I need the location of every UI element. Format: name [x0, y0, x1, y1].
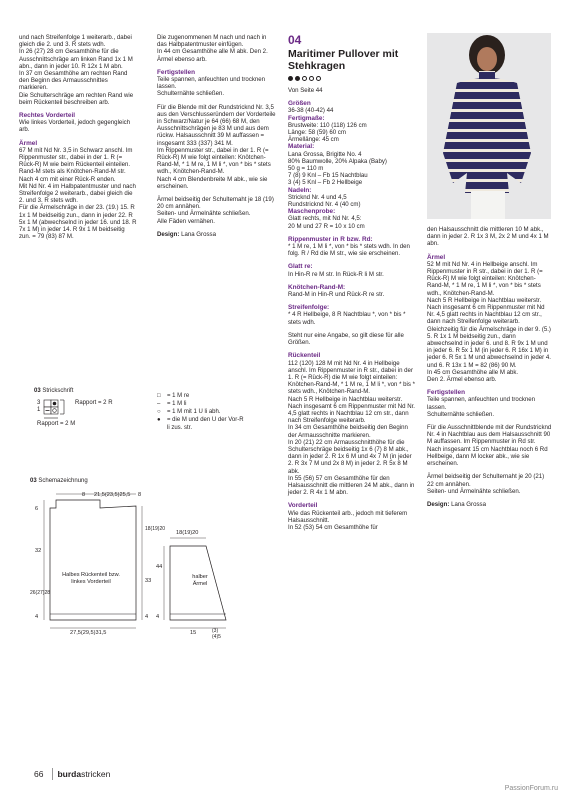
body-piece-label: Halbes Rückenteil bzw. linkes Vorderteil	[62, 572, 120, 585]
dimension-label: 27,5(29,5)31,5	[70, 630, 107, 636]
legend-item	[157, 408, 247, 416]
stitch-chart-title	[34, 388, 73, 394]
section-heading: Ärmel	[427, 253, 446, 261]
difficulty-dot	[316, 76, 321, 81]
paragraph: 52 M mit Nd Nr. 4 in Hellbeige anschl. Im Rippenmuster in R str., dabei in der 1. R (= Rück-R) M wie folgt einteilen: Knötchen-Rand-M, * 1 M re, 1 M li *, von * bis * stets wdh., Knötchen-Rand-M. Nach 5 R Hellbeige in Nachtblau weiterstr. Nach insgesamt 6 cm Rippenmuster mit Nd Nr. 4,5 glatt rechts in Nachtblau 12 cm str., dann nach Streifenfolge weiterarb. Gleichzeitig für die Ärmelschräge in der 9. (5.) 5. R 1x 1 M beidseitig zun., dann abwechselnd in jeder 6. und 8. R 9x 1 M und in jeder 6. R 5x 1 M (in jeder 6. R 16x 1 M) in jeder 6. R 5x 1 M und abwechselnd in jeder 4. und 6. R 13x 1 M = 82 (86) 90 M. In 45 cm Gesamthöhe alle M abk. Den 2. Ärmel ebenso arb.	[427, 260, 551, 384]
watermark: PassionForum.ru	[504, 785, 558, 792]
chart-number: 03	[34, 388, 41, 394]
paragraph: Ärmel beidseitig der Schultemaht je 18 (19) 20 cm annähen. Seiten- und Ärmelnähte schließen. Alle Fäden vernähen.	[157, 196, 274, 225]
paragraph: Teile spannen, anfeuchten und trocknen lassen. Schulternähte schließen.	[427, 396, 536, 418]
legend-item	[157, 400, 247, 408]
section-heading: Knötchen-Rand-M:	[288, 283, 346, 291]
paragraph: und nach Streifenfolge 1 weiterarb., dabei gleich die 2. und 3. R stets wdh. In 26 (27) 28 cm Gesamthöhe für die Ausschnittschräge am linken Rand 1x 1 M abn., dann in jeder 10. R 12x 1 M abn. In 37 cm Gesamthöhe am rechten Rand den Beginn des Armausschnittes markieren. Die Schulterschräge am rechten Rand wie beim Rückenteil beschreiben arb.	[19, 34, 134, 106]
paragraph: * 1 M re, 1 M li *, von * bis * stets wdh. In den folg. R / Rd die M str., wie sie erscheinen.	[288, 243, 410, 258]
legend-item	[157, 416, 247, 432]
brand-rest: stricken	[81, 769, 111, 779]
schematic-label: Schemazeichnung	[38, 478, 88, 484]
paragraph: * 4 R Hellbeige, 8 R Nachtblau *, von * bis * stets wdh.	[288, 311, 406, 326]
column-3	[288, 34, 416, 537]
legend-symbol: □	[157, 393, 161, 399]
chart-label: Strickschrift	[42, 388, 74, 394]
paragraph: Lana Grossa, Brigitte No. 4 80% Baumwolle, 20% Alpaka (Baby) 50 g = 110 m 7 (8) 9 Knl – Fb 15 Nachtblau 3 (4) 5 Knl – Fb 2 Hellbeige	[288, 150, 387, 187]
from-page: Von Seite 44	[288, 87, 323, 94]
legend-text: = 1 M re	[167, 393, 190, 399]
difficulty-dot	[288, 76, 293, 81]
dimension-label: (3)(4)5	[212, 628, 221, 640]
column-4	[427, 226, 552, 514]
dimension-label: 18(19)20	[145, 526, 166, 532]
model-photo	[427, 33, 551, 219]
section-heading: Rechtes Vorderteil	[19, 112, 75, 120]
paragraph: 112 (120) 128 M mit Nd Nr. 4 in Hellbeige anschl. Im Rippenmuster in R str., dabei in der 1. R (= Rück-R) die M wie folgt einteilen: Knötchen-Rand-M, * 1 M re, 1 M li *, von * bis * stets wdh., Knötchen-Rand-M. Nach 5 R Hellbeige in Nachtblau weiterstr. Nach insgesamt 6 cm Rippenmuster mit Nd Nr. 4,5 glatt rechts in Nachtblau 12 cm str., dann nach Streifenfolge weiterarb. In 34 cm Gesamthöhe beidseitig den Beginn der Armausschnitte markieren. In 20 (21) 22 cm Armausschnitthöhe für die Schulterschräge beidseitig 1x 6 (7) 8 M abk., dann in jeder 2. R 1x 6 M und 4x 7 M (in jeder 2. R 3x 7 M und 2x 8 M) in jeder 2. R 5x 8 M abk. In 55 (56) 57 cm Gesamthöhe für den Halsausschnitt die mittleren 24 M abk., dann in jeder 2. R 4x 1 M abn.	[288, 359, 416, 497]
legend-text: = 1 M li	[167, 401, 187, 407]
paragraph: Glatt rechts, mit Nd Nr. 4,5: 20 M und 27 R = 10 x 10 cm	[288, 215, 365, 230]
paragraph: Für die Ausschnittblende mit der Rundstricknd Nr. 4 in Nachtblau aus dem Halsausschnitt 90 M auffassen. Im Rippenmuster in Rd str. Nach insgesamt 15 cm Nachtblau noch 6 Rd Hellbeige, dann M locker abk., wie sie erscheinen.	[427, 424, 552, 468]
dimension-label: 32	[35, 548, 42, 554]
column-1	[19, 34, 137, 246]
dimension-label: 4	[35, 614, 39, 620]
paragraph: 36-38 (40-42) 44	[288, 107, 334, 115]
design-credit	[157, 231, 277, 238]
legend-symbol: ●	[157, 417, 161, 423]
section-heading: Nadeln:	[288, 186, 312, 194]
dimension-label: 6	[35, 506, 39, 512]
legend-text: = 1 M mit 1 U li abh.	[167, 409, 221, 415]
design-label: Design:	[427, 500, 450, 508]
schematic-lines	[30, 488, 260, 648]
difficulty-dot	[302, 76, 307, 81]
legend-symbol: –	[157, 401, 161, 407]
dimension-label: 21,5(23,5)25,5	[94, 492, 131, 498]
section-heading: Rippenmuster in R bzw. Rd:	[288, 235, 373, 243]
paragraph: Wie das Rückenteil arb., jedoch mit tieferem Halsausschnitt. In 52 (53) 54 cm Gesamthöhe für	[288, 509, 408, 531]
schematic-number: 03	[30, 478, 37, 484]
symbol-legend	[157, 392, 247, 432]
dimension-label: 8	[138, 492, 142, 498]
dimension-label: 18(19)20	[176, 530, 199, 536]
model-photo-illustration	[427, 33, 551, 219]
design-name: Lana Grossa	[181, 230, 216, 238]
stitch-chart	[34, 388, 144, 438]
paragraph: Brustweite: 110 (118) 126 cm Länge: 58 (59) 60 cm Ärmellänge: 45 cm	[288, 121, 367, 144]
section-heading: Ärmel	[19, 139, 38, 147]
legend-item	[157, 392, 247, 400]
dimension-label: 26(27)28	[30, 590, 51, 596]
row-number: 1	[37, 407, 41, 413]
section-heading: Größen	[288, 100, 311, 108]
brand-bold: burda	[57, 769, 82, 779]
dimension-label: 8	[82, 492, 86, 498]
legend-symbol: ○	[157, 409, 161, 415]
paragraph: Stricknd Nr. 4 und 4,5 Rundstricknd Nr. 4 (40 cm)	[288, 193, 361, 209]
section-heading: Vorderteil	[288, 502, 318, 510]
difficulty-dot	[295, 76, 300, 81]
design-label: Design:	[157, 230, 180, 238]
rapport-stitches: Rapport = 2 M	[37, 421, 76, 427]
paragraph: Die zugenommenen M nach und nach in das Halbpatentmuster einfügen. In 44 cm Gesamthöhe alle M abk. Den 2. Ärmel ebenso arb.	[157, 34, 268, 63]
dimension-label: 33	[145, 578, 152, 584]
pattern-number: 04	[288, 33, 302, 47]
paragraph: den Halsausschnitt die mittleren 10 M abk., dann in jeder 2. R 1x 3 M, 2x 2 M und 4x 1 M abn.	[427, 226, 549, 248]
row-number: 3	[37, 400, 41, 406]
dimension-label: 4	[145, 614, 149, 620]
paragraph: Ärmel beidseitig der Schulternaht je 20 (21) 22 cm annähen. Seiten- und Ärmelnähte schließen.	[427, 473, 545, 495]
section-heading: Fertigstellen	[427, 389, 465, 397]
pattern-title: Maritimer Pullover mit Stehkragen	[288, 48, 399, 72]
paragraph: 67 M mit Nd Nr. 3,5 in Schwarz anschl. Im Rippenmuster str., dabei in der 1. R (= Rück-R) M wie beim Rückenteil einteilen. Rand-M stets als Knötchen-Rand-M str. Nach 4 cm mit einer Rück-R enden. Mit Nd Nr. 4 im Halbpatentmuster und nach Streifenfolge 2 weiterarb., dabei gleich die 2. und 3. R stets wdh. Für die Ärmelschräge in der 23. (19.) 15. R 1x 1 M beidseitig zun., dann in jeder 22. R 5x 1 M (abwechselnd in jeder 16. und 18. R 7x 1 M) in jeder 14. R 9x 1 M beidseitig zun. = 79 (83) 87 M.	[19, 146, 137, 241]
section-heading: Glatt re:	[288, 263, 313, 271]
footer	[34, 769, 110, 779]
rapport-rows: Rapport = 2 R	[75, 400, 113, 406]
paragraph: Wie linkes Vorderteil, jedoch gegengleich arb.	[19, 119, 131, 134]
column-2	[157, 34, 277, 244]
section-heading: Fertigstellen	[157, 68, 195, 76]
section-heading: Fertigmaße:	[288, 114, 325, 122]
dimension-label: 15	[190, 630, 197, 636]
paragraph: Teile spannen, anfeuchten und trocknen lassen. Schulternähte schließen.	[157, 76, 266, 98]
paragraph: Rand-M in Hin-R und Rück-R re str.	[288, 291, 385, 299]
design-name: Lana Grossa	[451, 500, 486, 508]
page-number: 66	[34, 769, 44, 779]
legend-text: = die M und den U der Vor-R li zus. str.	[167, 417, 244, 431]
brand-logo	[57, 769, 110, 779]
section-heading: Streifenfolge:	[288, 304, 330, 312]
paragraph: Steht nur eine Angabe, so gilt diese für alle Größen.	[288, 331, 404, 347]
paragraph: In Hin-R re M str. In Rück-R li M str.	[288, 270, 384, 278]
schematic-drawing	[30, 478, 260, 648]
section-heading: Maschenprobe:	[288, 208, 336, 216]
dimension-label: 44	[156, 564, 163, 570]
difficulty-rating	[288, 76, 416, 81]
schematic-title	[30, 478, 88, 484]
dimension-label: 4	[156, 614, 160, 620]
section-heading: Material:	[288, 143, 315, 151]
section-heading: Rückenteil	[288, 352, 321, 360]
design-credit	[427, 501, 552, 508]
difficulty-dot	[309, 76, 314, 81]
sleeve-piece-label: halber Ärmel	[192, 574, 208, 587]
paragraph: Für die Blende mit der Rundstricknd Nr. 3,5 aus den Verschlusseründern der Vorderteile in Schwarz/Natur je 64 (66) 68 M, den Ausschnittschrägen je 83 M und aus dem rückw. Halsausschnitt 39 M auffassen = insgesamt 333 (337) 341 M. Im Rippenmuster str., dabei in der 1. R (= Rück-R) M wie folgt einteilen: Knötchen-Rand-M, * 1 M re, 1 M li *, von * bis * stets wdh., Knötchen-Rand-M. Nach 4 cm Blendenbreite M abk., wie sie erscheinen.	[157, 103, 276, 190]
